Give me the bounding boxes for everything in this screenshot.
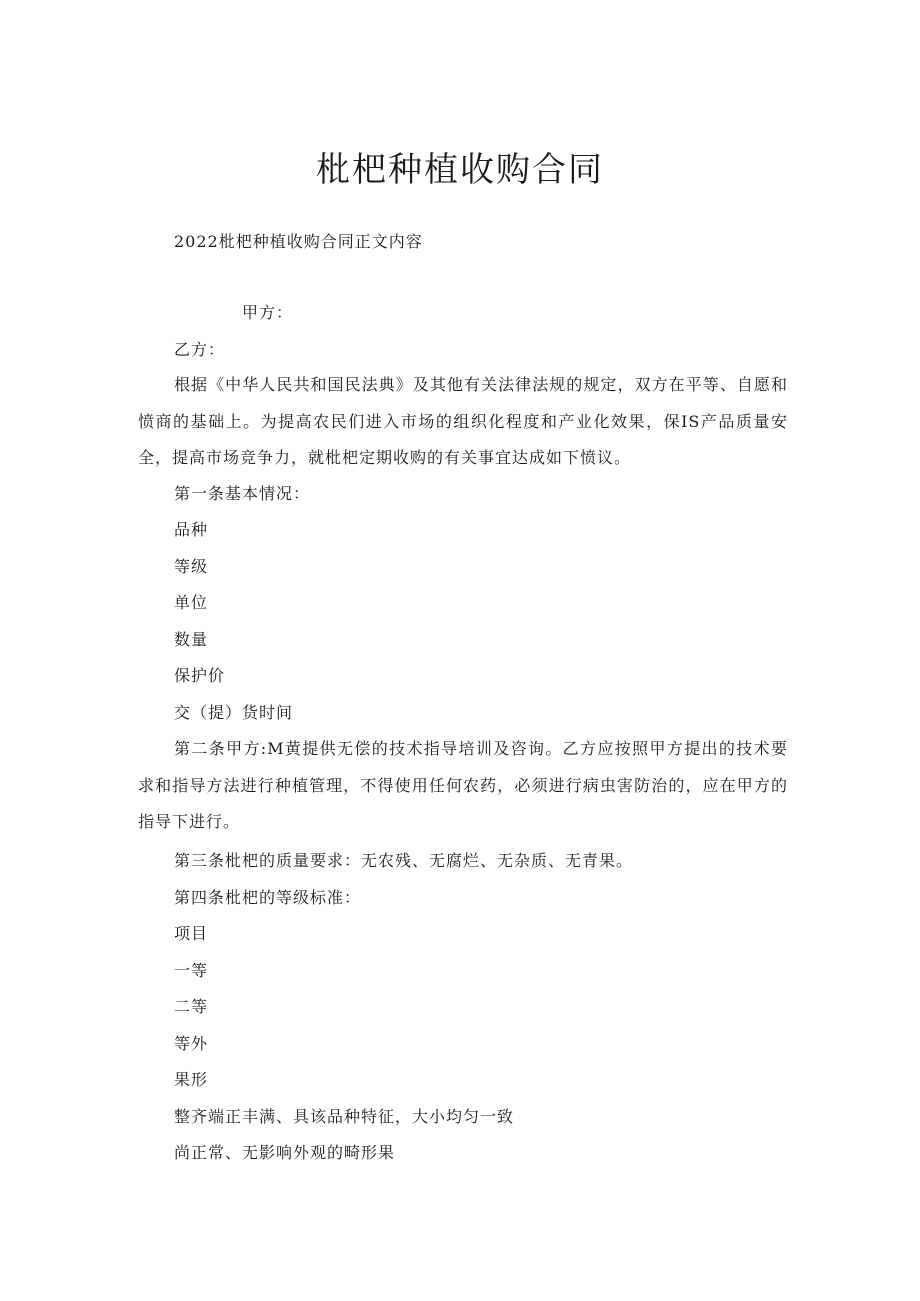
article-3-paragraph: 第三条枇杷的质量要求：无农残、无腐烂、无杂质、无青果。 (174, 851, 634, 870)
document-subtitle: 2022枇杷种植收购合同正文内容 (174, 232, 423, 251)
article-1-item: 等级 (174, 557, 209, 576)
article-4-heading: 第四条枇杷的等级标准： (174, 888, 362, 907)
article-1-heading: 第一条基本情况： (174, 484, 311, 503)
article-4-item: 等外 (174, 1034, 209, 1053)
article-4-item: 整齐端正丰满、具该品种特征，大小均匀一致 (174, 1107, 515, 1126)
article-2-paragraph: 第二条甲方:M黄提供无偿的技术指导培训及咨询。乙方应按照甲方提出的技术要求和指导方法进行种植管理，不得使用任何农药，必须进行病虫害防治的，应在甲方的指导下进行。 (138, 739, 788, 831)
article-1-item: 品种 (174, 520, 209, 539)
party-a-label: 甲方： (242, 303, 294, 322)
document-title: 枇杷种植收购合同 (316, 150, 604, 190)
article-4-item: 二等 (174, 997, 209, 1016)
article-1-item: 保护价 (174, 666, 226, 685)
article-1-item: 数量 (174, 630, 209, 649)
preamble-paragraph: 根据《中华人民共和国民法典》及其他有关法律法规的规定，双方在平等、自愿和愤商的基础上。为提高农民们进入市场的组织化程度和产业化效果，保IS产品质量安全，提高市场竞争力，就枇杷定期收购的有关事宜达成如下愤议。 (138, 375, 788, 467)
article-4-item: 果形 (174, 1070, 209, 1089)
article-1-item: 单位 (174, 593, 209, 612)
article-4-item: 项目 (174, 924, 209, 943)
party-b-label: 乙方： (174, 340, 226, 359)
article-4-item: 尚正常、无影响外观的畸形果 (174, 1143, 396, 1162)
article-4-item: 一等 (174, 961, 209, 980)
article-1-item: 交（提）货时间 (174, 703, 294, 722)
